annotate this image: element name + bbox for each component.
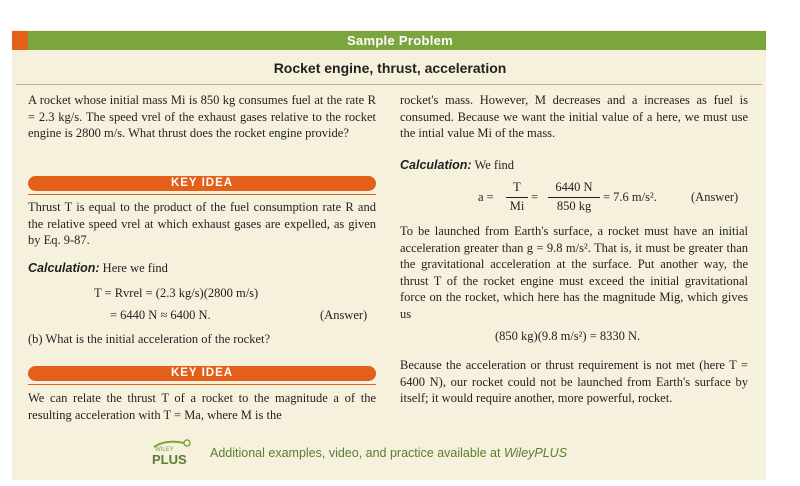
key-idea-rule-1 [28,194,376,195]
calculation-text-right: We find [474,158,515,172]
weight-equation: (850 kg)(9.8 m/s²) = 8330 N. [495,329,641,343]
title-divider [16,84,762,85]
frac1-denominator: Mi [509,199,525,213]
key-idea-1-text: Thrust T is equal to the product of the fuel consumption rate R and the relative speed vrel at which exhaust gases are expelled, as given by Eq. 9-87. [28,200,376,247]
footer-message: Additional examples, video, and practice available at [210,446,501,460]
thrust-result: = 6440 N ≈ 6400 N. [110,308,211,322]
key-idea-2-text: We can relate the thrust T of a rocket to the magnitude a of the resulting acceleration with T = Ma, where M is the [28,391,376,422]
answer-tag-2: (Answer) [691,190,739,204]
answer-tag-1: (Answer) [320,308,368,322]
logo-top-text: WILEY [155,447,174,453]
frac1-numerator: T [513,180,521,194]
accel-lhs: a = [478,190,494,204]
calculation-label: Calculation: [28,261,100,275]
logo-plus-text: PLUS [152,452,187,467]
right-para-1: rocket's mass. However, M decreases and a increases as fuel is consumed. Because we want the initial value of a here, we must use the intial value Mi of the mass. [400,93,748,140]
right-para-2: To be launched from Earth's surface, a rocket must have an initial acceleration greater than g = 9.8 m/s². That is, it must be greater than the gravitational acceleration at the surface. Put another way, the thrust T of the rocket engine must exceed the initial gravitational force on the rocket, which here has the magnitude Mig, which gives us [400,224,748,321]
calculation-text: Here we find [102,261,168,275]
thrust-equation: T = Rvrel = (2.3 kg/s)(2800 m/s) [94,286,259,300]
footer-text[interactable] [210,446,567,460]
equals-sign: = [531,190,539,204]
problem-intro: A rocket whose initial mass Mi is 850 kg consumes fuel at the rate R = 2.3 kg/s. The speed vrel of the exhaust gases relative to the rocket engine is 2800 m/s. What thrust does the rocket engine provide? [28,93,376,140]
frac2-numerator: 6440 N [555,180,593,194]
right-para-3: Because the acceleration or thrust requirement is not met (here T = 6400 N), our rocket could not be launched from Earth's surface by itself; it would require another, more powerful, rocket. [400,358,748,405]
calculation-line-left [28,260,376,277]
key-idea-rule-2 [28,384,376,385]
part-b-question: (b) What is the initial acceleration of the rocket? [28,332,271,346]
accel-result: = 7.6 m/s². [603,190,657,204]
key-idea-badge-2: KEY IDEA [28,366,376,381]
calculation-line-right [400,157,748,174]
key-idea-badge-1: KEY IDEA [28,176,376,191]
header-title: Sample Problem [346,33,454,48]
calculation-label-right: Calculation: [400,158,472,172]
frac1-bar [506,197,528,198]
problem-title: Rocket engine, thrust, acceleration [273,60,507,76]
frac2-bar [548,197,600,198]
footer-brand[interactable]: WileyPLUS [503,446,568,460]
wileyplus-logo[interactable] [148,437,208,467]
frac2-denominator: 850 kg [556,199,592,213]
